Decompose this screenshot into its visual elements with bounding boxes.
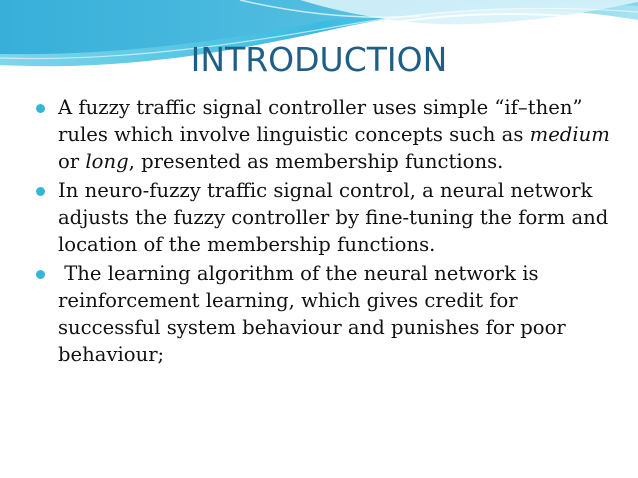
bullet-1-emphasis-long: long: [85, 150, 129, 173]
bullet-item-1: [36, 94, 616, 175]
bullet-dot-icon: [36, 104, 45, 113]
bullet-1-text-b: or: [58, 150, 86, 173]
bullet-1-text-c: , presented as membership functions.: [128, 150, 504, 173]
bullet-3-text: The learning algorithm of the neural network is reinforcement learning, which gives credit for successful system behaviour and punishes for poor behaviour;: [58, 262, 572, 366]
bullet-item-2: [36, 177, 616, 258]
bullet-2-text: In neuro-fuzzy traffic signal control, a neural network adjusts the fuzzy controller by fine-tuning the form and location of the membership functions.: [58, 179, 609, 256]
slide-title: INTRODUCTION: [190, 40, 448, 79]
bullet-1-text-a: A fuzzy traffic signal controller uses simple “if–then” rules which involve linguistic concepts such as: [58, 96, 583, 146]
bullet-item-3: [36, 260, 616, 368]
bullet-1-emphasis-medium: medium: [529, 123, 610, 146]
bullet-dot-icon: [36, 187, 45, 196]
bullet-dot-icon: [36, 270, 45, 279]
bullet-list: [36, 94, 616, 370]
